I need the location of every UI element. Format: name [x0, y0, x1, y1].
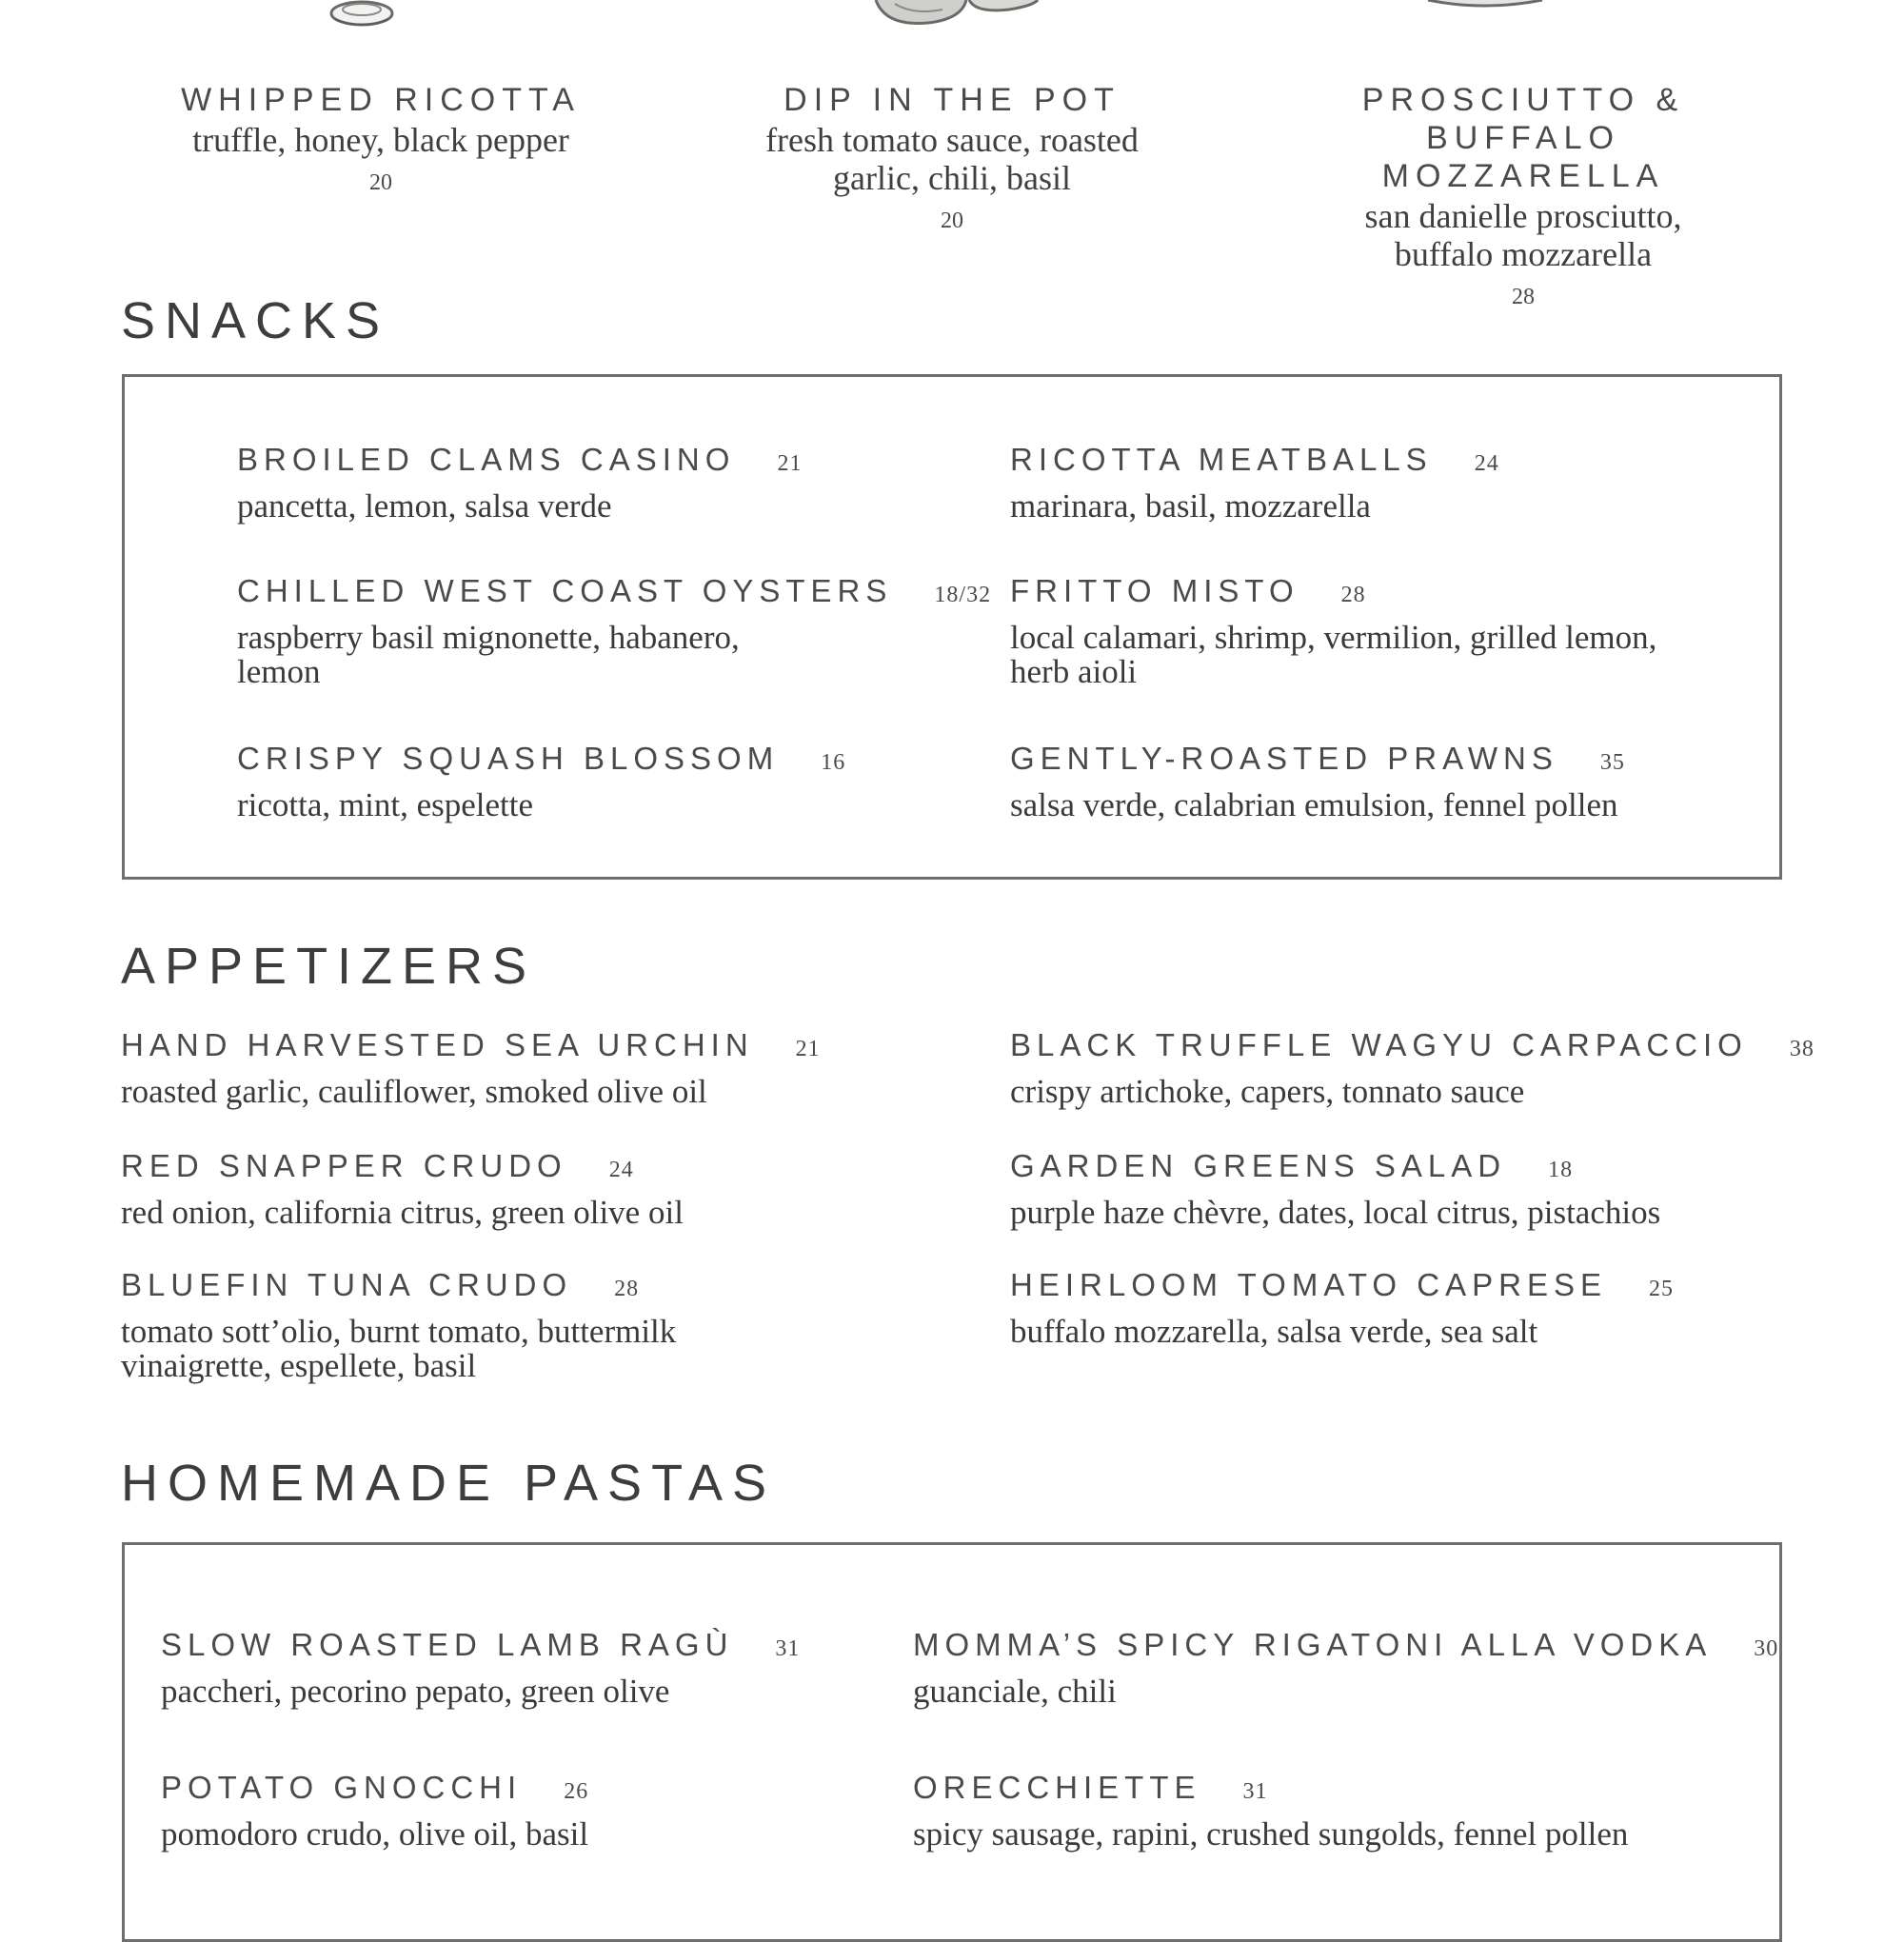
featured-item-whipped-ricotta [95, 81, 666, 196]
featured-item-description: truffle, honey, black pepper [192, 121, 569, 159]
item-name: HAND HARVESTED SEA URCHIN [121, 1027, 754, 1062]
item-name: RED SNAPPER CRUDO [121, 1148, 567, 1183]
menu-item [161, 1769, 865, 1852]
menu-item [161, 1626, 865, 1709]
item-description: spicy sausage, rapini, crushed sungolds, fennel pollen [913, 1815, 1629, 1853]
section-title-homemade-pastas: HOMEMADE PASTAS [121, 1455, 777, 1512]
item-description: raspberry basil mignonette, habanero, lemon [237, 619, 740, 690]
item-description: red onion, california citrus, green olive oil [121, 1194, 684, 1231]
item-price: 21 [795, 1037, 821, 1061]
item-price: 24 [1474, 451, 1499, 476]
item-name: HEIRLOOM TOMATO CAPRESE [1010, 1267, 1607, 1302]
menu-item [121, 1266, 768, 1383]
featured-item-price: 28 [1512, 285, 1535, 309]
item-price: 16 [821, 750, 846, 775]
section-title-snacks: SNACKS [121, 292, 390, 349]
item-description: purple haze chèvre, dates, local citrus, pistachios [1010, 1194, 1661, 1231]
item-price: 31 [775, 1636, 801, 1661]
menu-item [121, 1147, 883, 1230]
item-description: salsa verde, calabrian emulsion, fennel pollen [1010, 786, 1618, 823]
item-name: POTATO GNOCCHI [161, 1770, 523, 1805]
featured-item-name: DIP IN THE POT [783, 82, 1121, 118]
item-price: 38 [1789, 1037, 1815, 1061]
item-name: GENTLY-ROASTED PRAWNS [1010, 741, 1558, 776]
featured-item-dip-in-the-pot [666, 81, 1238, 234]
item-description: ricotta, mint, espelette [237, 786, 534, 823]
menu-item [1010, 1266, 1791, 1349]
section-title-appetizers: APPETIZERS [121, 938, 537, 995]
item-name: BLUEFIN TUNA CRUDO [121, 1267, 573, 1302]
menu-item [1010, 740, 1753, 822]
item-price: 30 [1754, 1636, 1779, 1661]
menu-item [1010, 572, 1657, 689]
menu-item [1010, 1147, 1791, 1230]
featured-item-description: san danielle prosciutto, buffalo mozzarella [1364, 197, 1682, 273]
item-name: BROILED CLAMS CASINO [237, 442, 736, 477]
item-price: 26 [564, 1779, 589, 1804]
plate-illustration [1418, 0, 1552, 10]
featured-item-price: 20 [369, 170, 392, 195]
item-description: marinara, basil, mozzarella [1010, 487, 1371, 525]
featured-item-description: fresh tomato sauce, roasted garlic, chili, basil [765, 121, 1139, 197]
menu-item [1010, 441, 1715, 524]
item-price: 21 [777, 451, 803, 476]
item-price: 35 [1599, 750, 1625, 775]
item-name: FRITTO MISTO [1010, 573, 1299, 608]
menu-item [1010, 1026, 1815, 1110]
tomatoes-illustration [857, 0, 1066, 29]
item-price: 18 [1548, 1158, 1574, 1182]
item-description: paccheri, pecorino pepato, green olive [161, 1673, 670, 1710]
item-name: CHILLED WEST COAST OYSTERS [237, 573, 893, 608]
item-name: CRISPY SQUASH BLOSSOM [237, 741, 780, 776]
item-description: crispy artichoke, capers, tonnato sauce [1010, 1073, 1525, 1110]
item-description: tomato sott’olio, burnt tomato, buttermilk vinaigrette, espellete, basil [121, 1313, 677, 1384]
item-price: 28 [614, 1277, 640, 1301]
item-price: 31 [1242, 1779, 1268, 1804]
featured-item-name: PROSCIUTTO & BUFFALO MOZZARELLA [1361, 82, 1685, 194]
menu-item [237, 740, 865, 822]
featured-item-name: WHIPPED RICOTTA [181, 82, 581, 118]
snacks-box [122, 374, 1782, 880]
small-bowl-illustration [314, 0, 409, 33]
menu-item [913, 1626, 1779, 1710]
menu-item [237, 441, 865, 524]
menu-item [121, 1026, 883, 1109]
item-description: pomodoro crudo, olive oil, basil [161, 1815, 589, 1853]
menu-item [237, 572, 992, 690]
item-name: RICOTTA MEATBALLS [1010, 442, 1433, 477]
item-name: SLOW ROASTED LAMB RAGÙ [161, 1627, 734, 1662]
pastas-box [122, 1542, 1782, 1942]
item-name: GARDEN GREENS SALAD [1010, 1148, 1507, 1183]
item-name: MOMMA’S SPICY RIGATONI ALLA VODKA [913, 1627, 1713, 1662]
item-description: buffalo mozzarella, salsa verde, sea salt [1010, 1313, 1538, 1350]
menu-item [913, 1769, 1770, 1852]
item-price: 18/32 [934, 583, 992, 607]
item-name: ORECCHIETTE [913, 1770, 1201, 1805]
item-price: 24 [608, 1158, 634, 1182]
featured-item-price: 20 [941, 208, 963, 233]
featured-item-prosciutto [1238, 81, 1809, 310]
item-price: 28 [1340, 583, 1366, 607]
item-description: pancetta, lemon, salsa verde [237, 487, 612, 525]
item-description: guanciale, chili [913, 1673, 1117, 1710]
item-description: local calamari, shrimp, vermilion, grilled lemon, herb aioli [1010, 619, 1657, 690]
item-price: 25 [1649, 1277, 1674, 1301]
item-name: BLACK TRUFFLE WAGYU CARPACCIO [1010, 1027, 1748, 1062]
item-description: roasted garlic, cauliflower, smoked olive oil [121, 1073, 707, 1110]
